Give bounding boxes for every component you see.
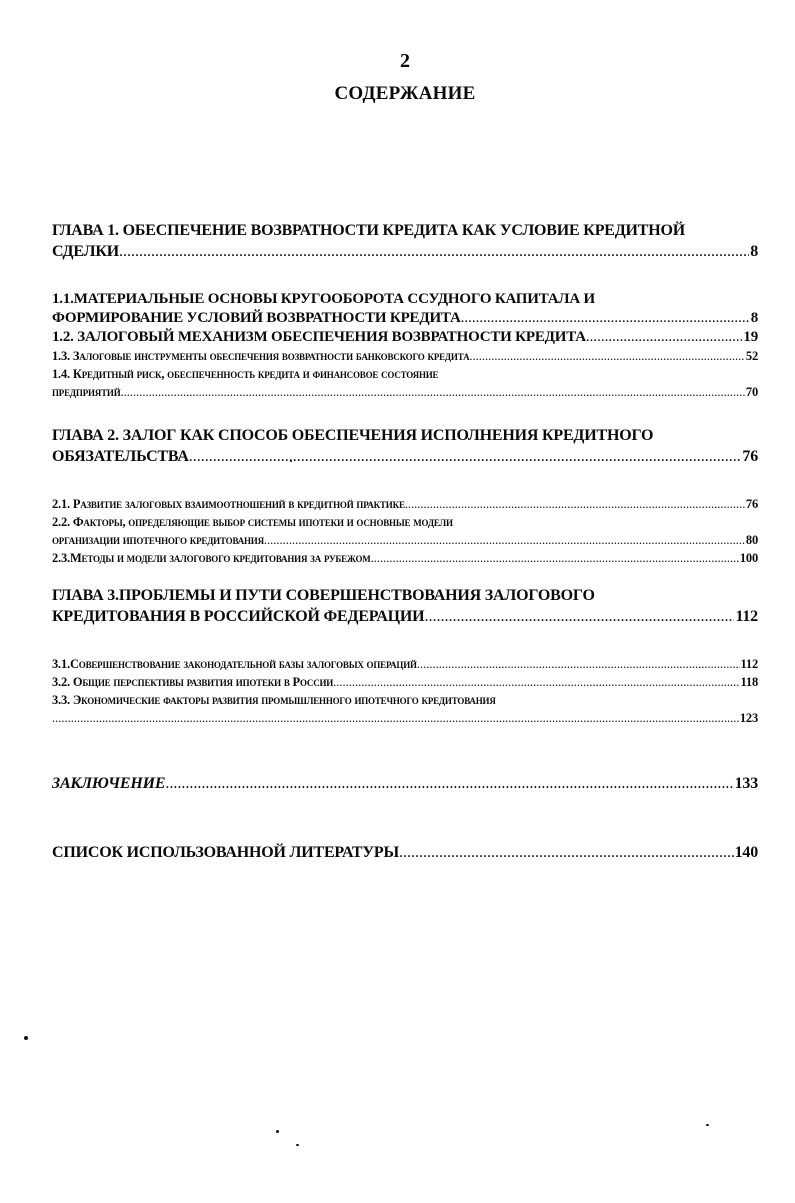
toc-chapter-3-page: 112 — [735, 608, 758, 625]
toc-section-2-2[interactable] — [52, 513, 758, 549]
toc-section-1-1-page: 8 — [750, 310, 758, 326]
toc-chapter-2-page: 76 — [742, 448, 758, 465]
page-number: 2 — [400, 50, 410, 72]
toc-chapter-1[interactable] — [52, 220, 758, 262]
dot-leader — [119, 241, 749, 262]
toc-section-1-1[interactable] — [52, 290, 758, 328]
scan-speck — [706, 1124, 709, 1126]
toc-chapter-1-title: ГЛАВА 1. ОБЕСПЕЧЕНИЕ ВОЗВРАТНОСТИ КРЕДИТА КАК УСЛОВИЕ КРЕДИТНОЙ — [52, 222, 685, 239]
toc-section-3-1[interactable] — [52, 655, 758, 673]
toc-conclusion[interactable] — [52, 773, 758, 794]
toc-chapter-1-title-cont: СДЕЛКИ — [52, 243, 119, 260]
dot-leader — [405, 495, 745, 513]
toc-section-2-1[interactable] — [52, 495, 758, 513]
toc-section-1-4-page: 70 — [745, 385, 758, 399]
toc-chapter-2-title: ГЛАВА 2. ЗАЛОГ КАК СПОСОБ ОБЕСПЕЧЕНИЯ ИСПОЛНЕНИЯ КРЕДИТНОГО — [52, 427, 654, 444]
toc-chapter-3-title-cont: КРЕДИТОВАНИЯ В РОССИЙСКОЙ ФЕДЕРАЦИИ — [52, 608, 425, 625]
toc-section-3-2-page: 118 — [740, 675, 758, 689]
table-of-contents — [52, 220, 758, 863]
scan-speck — [296, 1144, 299, 1146]
toc-section-3-3[interactable] — [52, 691, 758, 727]
toc-chapter-3-title: ГЛАВА 3.ПРОБЛЕМЫ И ПУТИ СОВЕРШЕНСТВОВАНИЯ ЗАЛОГОВОГО — [52, 587, 595, 604]
scan-speck — [290, 460, 292, 462]
dot-leader — [121, 383, 745, 401]
dot-leader — [264, 531, 745, 549]
dot-leader — [399, 842, 734, 863]
toc-section-2-2-title: 2.2. Факторы, определяющие выбор системы ипотеки и основные модели — [52, 515, 453, 529]
toc-section-2-3-title: 2.3.Методы и модели залогового кредитования за рубежом — [52, 551, 371, 565]
toc-section-1-3-page: 52 — [745, 349, 758, 363]
dot-leader — [469, 347, 745, 365]
scan-speck — [276, 1130, 279, 1133]
toc-bibliography[interactable] — [52, 842, 758, 863]
dot-leader — [165, 773, 733, 794]
toc-chapter-1-page: 8 — [750, 243, 758, 260]
toc-section-2-2-page: 80 — [745, 533, 758, 547]
toc-section-1-1-title-cont: ФОРМИРОВАНИЕ УСЛОВИЙ ВОЗВРАТНОСТИ КРЕДИТА — [52, 310, 461, 326]
toc-conclusion-page: 133 — [734, 775, 758, 792]
dot-leader — [424, 606, 734, 627]
dot-leader — [189, 446, 742, 467]
toc-section-1-1-title: 1.1.МАТЕРИАЛЬНЫЕ ОСНОВЫ КРУГООБОРОТА ССУДНОГО КАПИТАЛА И — [52, 291, 596, 307]
toc-section-1-2[interactable] — [52, 328, 758, 347]
toc-section-1-4-title: 1.4. Кредитный риск, обеспеченность кредита и финансовое состояние — [52, 367, 439, 381]
toc-section-1-3[interactable] — [52, 347, 758, 365]
toc-section-3-1-page: 112 — [740, 657, 758, 671]
toc-section-1-4-title-cont: предприятий — [52, 385, 121, 399]
toc-section-2-1-title: 2.1. Развитие залоговых взаимоотношений в кредитной практике — [52, 497, 405, 511]
toc-section-3-1-title: 3.1.Совершенствование законодательной базы залоговых операций — [52, 657, 417, 671]
toc-section-2-3[interactable] — [52, 549, 758, 567]
toc-bibliography-label: СПИСОК ИСПОЛЬЗОВАННОЙ ЛИТЕРАТУРЫ — [52, 844, 400, 861]
toc-section-1-2-title: 1.2. ЗАЛОГОВЫЙ МЕХАНИЗМ ОБЕСПЕЧЕНИЯ ВОЗВРАТНОСТИ КРЕДИТА — [52, 329, 586, 345]
toc-chapter-2[interactable] — [52, 425, 758, 467]
toc-section-3-2-title: 3.2. Общие перспективы развития ипотеки в России — [52, 675, 334, 689]
toc-conclusion-label: ЗАКЛЮЧЕНИЕ — [52, 775, 166, 792]
toc-chapter-3[interactable] — [52, 585, 758, 627]
toc-section-1-2-page: 19 — [743, 329, 758, 345]
dot-leader — [333, 673, 739, 691]
toc-section-1-3-title: 1.3. Залоговые инструменты обеспечения возвратности банковского кредита — [52, 349, 470, 363]
dot-leader — [461, 309, 750, 328]
toc-section-2-3-page: 100 — [739, 551, 758, 565]
toc-section-1-4[interactable] — [52, 365, 758, 401]
toc-section-3-2[interactable] — [52, 673, 758, 691]
toc-chapter-2-title-cont: ОБЯЗАТЕЛЬСТВА — [52, 448, 189, 465]
toc-bibliography-page: 140 — [734, 844, 758, 861]
scan-speck — [24, 1036, 28, 1040]
dot-leader — [417, 655, 740, 673]
toc-section-2-1-page: 76 — [745, 497, 758, 511]
dot-leader — [52, 709, 739, 727]
dot-leader — [586, 328, 742, 347]
toc-section-3-3-title: 3.3. Экономические факторы развития промышленного ипотечного кредитования — [52, 693, 496, 707]
toc-section-3-3-page: 123 — [739, 711, 758, 725]
dot-leader — [371, 549, 739, 567]
toc-title: СОДЕРЖАНИЕ — [334, 83, 476, 104]
toc-section-2-2-title-cont: организации ипотечного кредитования — [52, 533, 264, 547]
